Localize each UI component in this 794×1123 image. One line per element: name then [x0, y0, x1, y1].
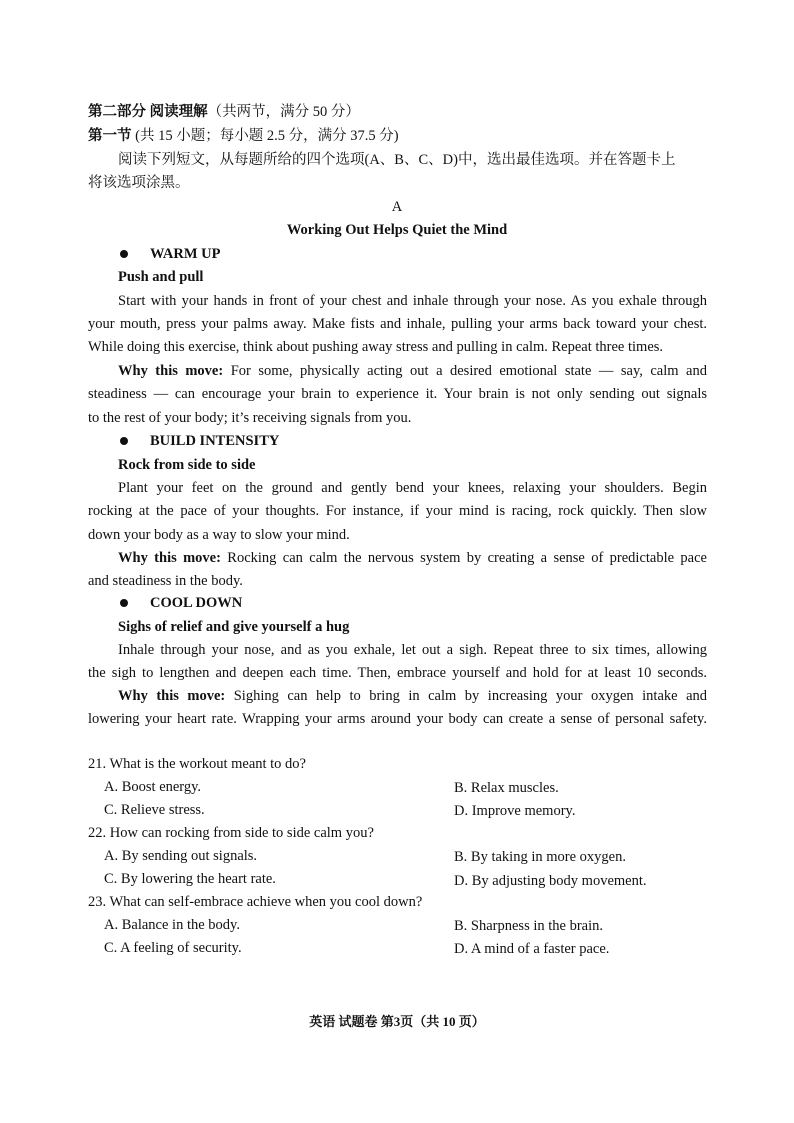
why-text: For some, physically acting out a desired emotional state — say, calm and [223, 363, 707, 379]
question-21-option-c[interactable]: C. Relieve stress. [104, 802, 205, 818]
section-heading-title: 第一节 [88, 128, 132, 144]
why-line [118, 362, 707, 380]
why-label: Why this move: [118, 688, 226, 704]
question-22-option-b[interactable]: B. By taking in more oxygen. [454, 849, 626, 865]
question-23-option-c[interactable]: C. A feeling of security. [104, 940, 242, 956]
instructions-line-1: 阅读下列短文，从每题所给的四个选项(A、B、C、D)中，选出最佳选项。并在答题卡上 [118, 152, 676, 168]
page-footer: 英语 试题卷 第3页（共 10 页） [309, 1014, 485, 1029]
subheading-rock-side-to-side: Rock from side to side [118, 457, 256, 473]
body-line: While doing this exercise, think about pushing away stress and pulling in calm. Repeat three times. [88, 339, 664, 355]
body-line: the sigh to lengthen and deepen each time. Then, embrace yourself and hold for at least 10 seconds. [88, 665, 707, 681]
question-22-stem: 22. How can rocking from side to side calm you? [88, 825, 374, 841]
question-21-option-b[interactable]: B. Relax muscles. [454, 780, 559, 796]
bullet-icon [120, 250, 128, 258]
question-22-option-c[interactable]: C. By lowering the heart rate. [104, 871, 276, 887]
question-21-option-d[interactable]: D. Improve memory. [454, 803, 576, 819]
why-label: Why this move: [118, 363, 224, 379]
subheading-sighs-of-relief: Sighs of relief and give yourself a hug [118, 619, 350, 635]
body-line: down your body as a way to slow your mind. [88, 527, 350, 543]
section-heading-build-intensity: BUILD INTENSITY [150, 433, 280, 449]
section-heading [88, 127, 399, 145]
question-23-option-b[interactable]: B. Sharpness in the brain. [454, 918, 604, 934]
question-22-option-d[interactable]: D. By adjusting body movement. [454, 873, 647, 889]
section-heading-warm-up: WARM UP [150, 246, 221, 262]
subheading-push-and-pull: Push and pull [118, 269, 204, 285]
question-22-option-a[interactable]: A. By sending out signals. [104, 848, 258, 864]
why-line [118, 687, 707, 705]
body-line: your mouth, press your palms away. Make fists and inhale, pulling your arms back toward your chest. [88, 316, 707, 332]
section-heading-note: (共 15 小题；每小题 2.5 分，满分 37.5 分) [131, 128, 399, 144]
body-line: Plant your feet on the ground and gently bend your knees, relaxing your shoulders. Begin [118, 480, 707, 496]
why-line: lowering your heart rate. Wrapping your arms around your body can create a sense of personal safety. [88, 711, 707, 727]
body-line: rocking at the pace of your thoughts. For instance, if your mind is racing, rock quickly. Then slow [88, 503, 707, 519]
why-line: and steadiness in the body. [88, 573, 243, 589]
question-23-option-d[interactable]: D. A mind of a faster pace. [454, 941, 610, 957]
question-23-stem: 23. What can self-embrace achieve when you cool down? [88, 894, 423, 910]
why-line [118, 549, 707, 567]
question-21-stem: 21. What is the workout meant to do? [88, 756, 306, 772]
why-label: Why this move: [118, 550, 221, 566]
section-heading-cool-down: COOL DOWN [150, 595, 243, 611]
passage-title: Working Out Helps Quiet the Mind [286, 222, 508, 238]
question-23-option-a[interactable]: A. Balance in the body. [104, 917, 240, 933]
why-text: Sighing can help to bring in calm by increasing your oxygen intake and [225, 688, 707, 704]
why-text: Rocking can calm the nervous system by creating a sense of predictable pace [220, 550, 707, 566]
part-heading-note: （共两节，满分 50 分） [207, 104, 360, 120]
why-line: steadiness — can encourage your brain to experience it. Your brain is not only sending out signals [88, 386, 707, 402]
why-line: to the rest of your body; it’s receiving signals from you. [88, 410, 412, 426]
part-heading-title: 第二部分 阅读理解 [88, 104, 208, 120]
body-line: Start with your hands in front of your chest and inhale through your nose. As you exhale through [118, 293, 707, 309]
question-21-option-a[interactable]: A. Boost energy. [104, 779, 202, 795]
bullet-icon [120, 599, 128, 607]
body-line: Inhale through your nose, and as you exhale, let out a sigh. Repeat three to six times, allowing [118, 642, 707, 658]
passage-letter: A [391, 199, 403, 215]
part-heading [88, 103, 360, 121]
bullet-icon [120, 437, 128, 445]
instructions-line-2: 将该选项涂黑。 [88, 175, 190, 191]
